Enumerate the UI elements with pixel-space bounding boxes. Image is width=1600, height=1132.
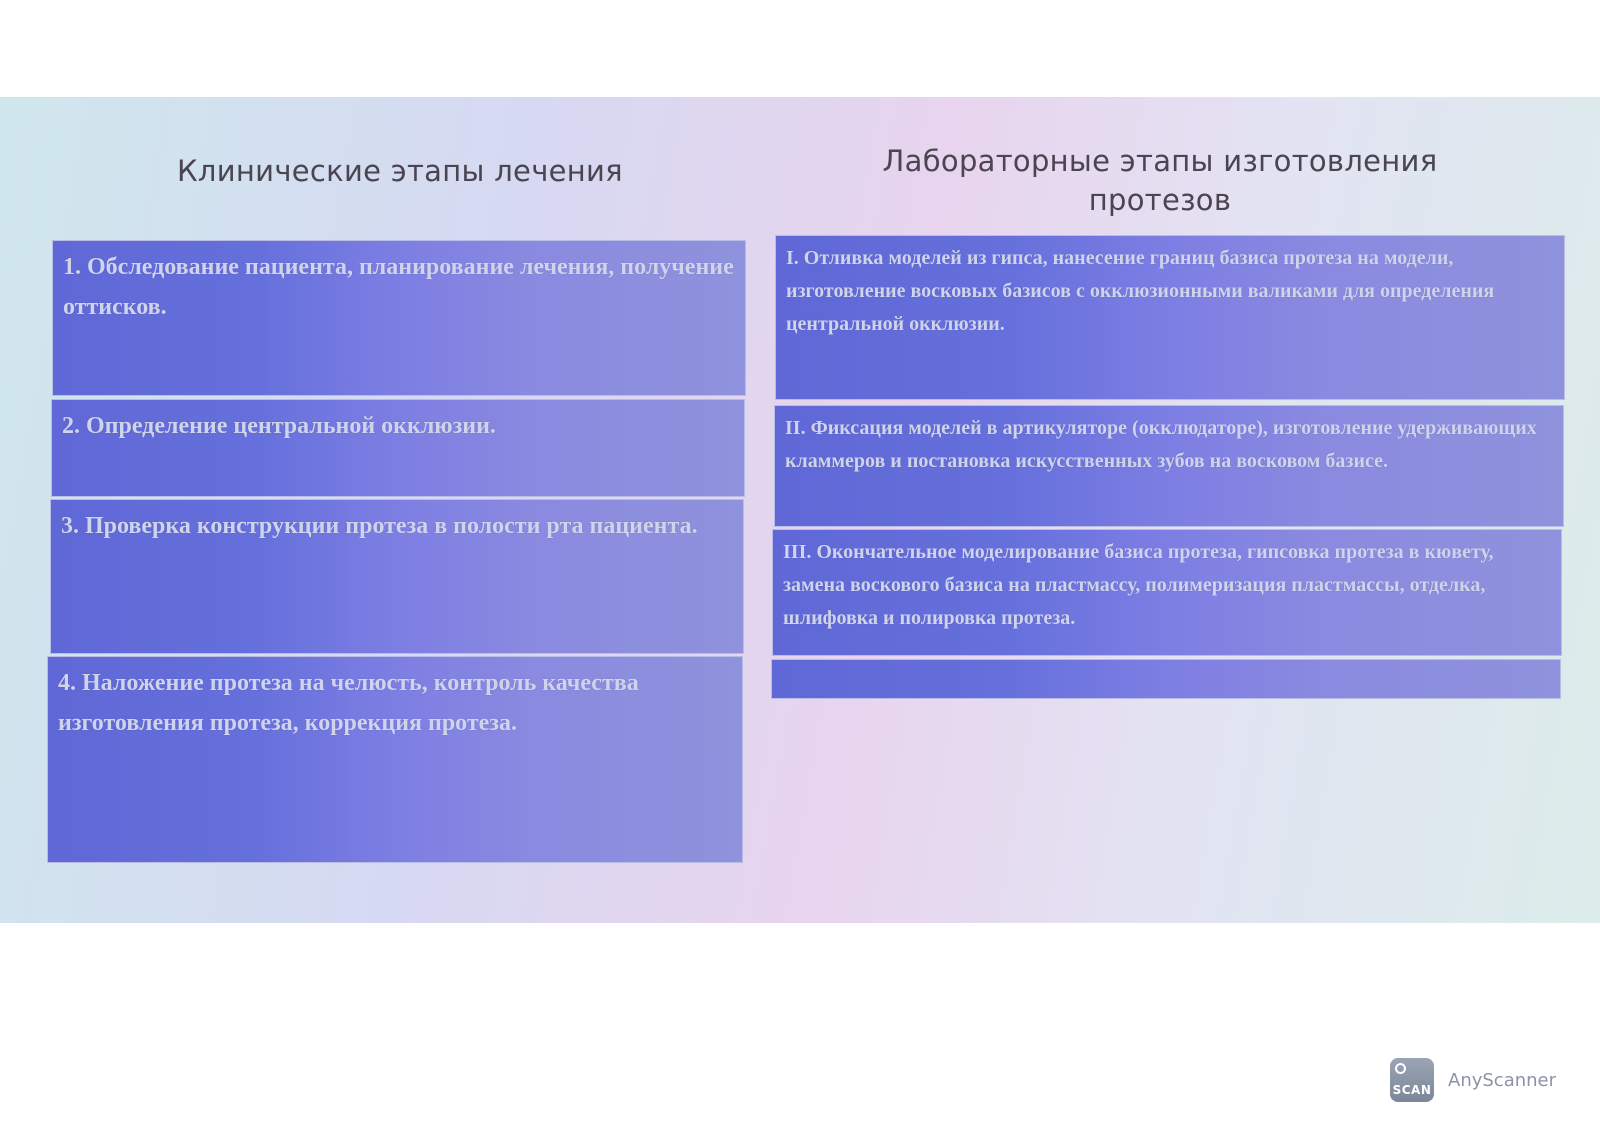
camera-dot-icon <box>1395 1063 1406 1074</box>
laboratory-stages-title: Лабораторные этапы изготовления протезов <box>882 144 1438 218</box>
laboratory-step-3: III. Окончательное моделирование базиса протеза, гипсовка протеза в кювету, замена воскового базиса на пластмассу, полимеризация пластмассы, отделка, шлифовка и полировка протеза. <box>772 529 1562 656</box>
laboratory-step-2: II. Фиксация моделей в артикуляторе (окклюдаторе), изготовление удерживающих кламмеров и постановка искусственных зубов на восковом базисе. <box>774 405 1564 527</box>
anyscanner-watermark <box>1390 1057 1556 1103</box>
clinical-step-1: 1. Обследование пациента, планирование лечения, получение оттисков. <box>52 240 746 396</box>
watermark-text: AnyScanner <box>1448 1069 1557 1091</box>
scanner-app-icon <box>1390 1058 1434 1102</box>
laboratory-step-empty <box>771 659 1561 699</box>
scan-icon-label: SCAN <box>1392 1083 1432 1097</box>
clinical-step-2: 2. Определение центральной окклюзии. <box>51 399 745 497</box>
clinical-step-4: 4. Наложение протеза на челюсть, контроль качества изготовления протеза, коррекция протеза. <box>47 656 743 863</box>
laboratory-step-1: I. Отливка моделей из гипса, нанесение границ базиса протеза на модели, изготовление восковых базисов с окклюзионными валиками для определения центральной окклюзии. <box>775 235 1565 400</box>
projected-slide <box>0 97 1600 923</box>
clinical-stages-title: Клинические этапы лечения <box>177 154 623 188</box>
clinical-step-3: 3. Проверка конструкции протеза в полости рта пациента. <box>50 499 744 654</box>
